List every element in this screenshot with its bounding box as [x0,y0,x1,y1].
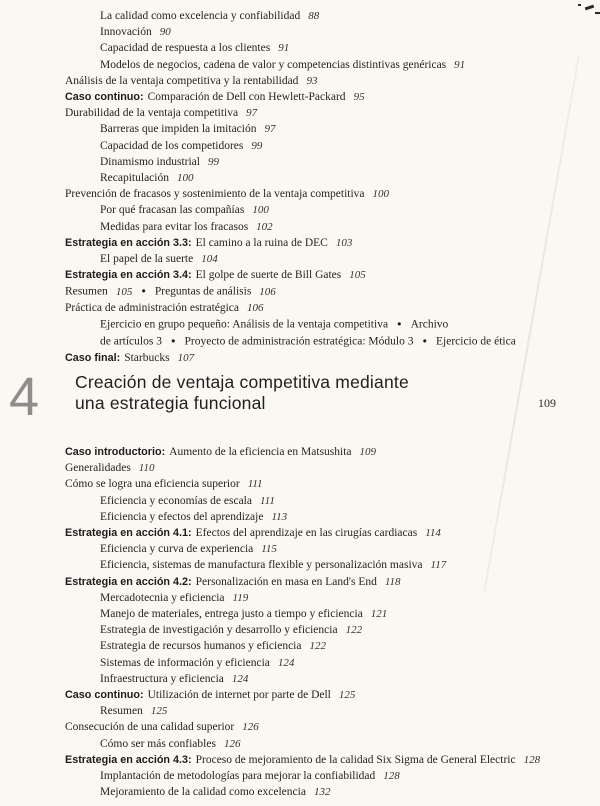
entry-bold-label: Estrategia en acción 4.3: [65,753,192,766]
entry-text: Análisis de la ventaja competitiva y la rentabilidad [65,74,299,87]
toc-entry [0,40,600,56]
entry-text: Medidas para evitar los fracasos [100,220,249,233]
entry-bold-label: Estrategia en acción 3.3: [65,236,192,249]
entry-page-number: 128 [383,770,400,783]
entry-page-number: 99 [251,139,263,152]
entry-bold-label: Estrategia en acción 3.4: [65,269,192,282]
chapter-title-line2: una estrategia funcional [75,393,266,413]
entry-text: de artículos 3 [100,335,162,348]
entry-page-number: 105 [115,285,133,298]
entry-page-number: 110 [138,462,155,475]
entry-page-number: 124 [231,672,249,685]
toc-entry [0,267,600,283]
bullet-separator-icon: ● [422,336,427,346]
toc-entry [0,655,600,671]
entry-page-number: 122 [309,640,326,653]
entry-text: Preguntas de análisis [154,285,252,298]
entry-text: Práctica de administración estratégica [65,302,240,315]
entry-text: Proceso de mejoramiento de la calidad Six Sigma de General Electric [195,753,516,766]
toc-entry [0,8,600,24]
toc-entry [0,283,600,300]
entry-page-number: 122 [345,624,363,637]
entry-text: La calidad como excelencia y confiabilidad [100,10,301,22]
entry-page-number: 115 [261,543,277,556]
toc-entry [0,24,600,40]
entry-text: Efectos del aprendizaje en las cirugías cardiacas [195,527,418,540]
toc-entry [0,719,600,735]
entry-page-number: 111 [247,478,263,491]
entry-text: Por qué fracasan las compañías [100,204,245,217]
toc-entry [0,219,600,235]
entry-page-number: 119 [232,591,249,604]
toc-entry [0,202,600,218]
entry-text: Proyecto de administración estratégica: Módulo 3 [184,335,414,348]
entry-text: Eficiencia y economías de escala [100,494,252,507]
toc-entry [0,736,600,752]
entry-page-number: 109 [359,446,377,458]
entry-text: Eficiencia, sistemas de manufactura flexible y personalización masiva [100,559,423,572]
entry-text: Recapitulación [100,172,169,185]
toc-entry [0,460,600,476]
entry-page-number: 107 [177,351,195,364]
toc-entry [0,557,600,573]
entry-bold-label: Caso continuo: [65,689,144,702]
toc-entry [0,541,600,557]
entry-page-number: 104 [201,253,218,266]
entry-page-number: 121 [370,608,388,621]
entry-text: Manejo de materiales, entrega justo a tiempo y eficiencia [100,608,363,621]
toc-entry [0,333,600,350]
toc-entry [0,154,600,170]
bullet-separator-icon: ● [397,319,402,329]
entry-text: Estrategia de recursos humanos y eficiencia [100,640,302,653]
toc-entry [0,525,600,541]
entry-page-number: 106 [247,302,264,315]
toc-entry [0,121,600,137]
entry-text: Innovación [100,26,152,39]
bullet-separator-icon: ● [141,286,146,296]
entry-page-number: 118 [384,575,401,588]
entry-text: Capacidad de los competidores [100,139,244,152]
toc-entry [0,316,600,333]
entry-text: Ejercicio en grupo pequeño: Análisis de la ventaja competitiva [100,318,389,331]
toc-entry [0,476,600,492]
entry-page-number: 113 [271,510,288,523]
entry-text: Cómo se logra una eficiencia superior [65,478,240,491]
entry-page-number: 100 [252,204,269,217]
entry-page-number: 97 [246,107,258,120]
entry-text: Durabilidad de la ventaja competitiva [65,107,239,120]
chapter-page-number: 109 [538,396,556,410]
toc-entry [0,235,600,251]
entry-page-number: 132 [313,786,331,799]
toc-entry [0,752,600,768]
entry-page-number: 99 [207,155,219,168]
entry-text: Resumen [65,285,108,298]
toc-entry [0,251,600,267]
entry-page-number: 128 [523,753,541,766]
toc-entry [0,638,600,654]
entry-text: Capacidad de respuesta a los clientes [100,42,271,55]
entry-text: Aumento de la eficiencia en Matsushita [169,446,352,458]
chapter-title-line1: Creación de ventaja competitiva mediante [75,372,409,392]
chapter-title [75,372,409,414]
entry-page-number: 111 [259,494,275,507]
entry-page-number: 91 [454,58,466,71]
entry-page-number: 105 [349,269,366,282]
entry-page-number: 88 [308,10,320,22]
toc-entry [0,784,600,800]
entry-text: Barreras que impiden la imitación [100,123,257,136]
toc-entry [0,170,600,186]
toc-entry [0,186,600,202]
toc-entry [0,493,600,509]
entry-page-number: 125 [338,689,356,702]
entry-text: Dinamismo industrial [100,155,200,168]
entry-page-number: 103 [335,236,353,249]
entry-page-number: 93 [306,74,318,87]
toc-entry [0,300,600,316]
entry-page-number: 126 [223,737,241,750]
entry-text: Utilización de internet por parte de Dell [147,689,331,702]
toc-entry [0,622,600,638]
entry-page-number: 125 [150,705,168,718]
bullet-separator-icon: ● [170,336,176,346]
entry-text: Resumen [100,705,143,718]
entry-text: Prevención de fracasos y sostenimiento de la ventaja competitiva [65,188,365,201]
toc-entry [0,590,600,606]
toc-entry [0,606,600,622]
toc-section-previous-chapter [0,8,600,366]
entry-page-number: 106 [259,285,276,298]
entry-text: Starbucks [124,351,170,364]
entry-page-number: 114 [425,527,441,540]
entry-bold-label: Estrategia en acción 4.1: [65,527,192,540]
entry-text: Archivo [410,318,449,331]
entry-page-number: 95 [353,91,365,104]
entry-page-number: 97 [264,123,276,136]
toc-entry [0,509,600,525]
entry-bold-label: Caso continuo: [65,91,144,104]
entry-text: Estrategia de investigación y desarrollo y eficiencia [100,624,338,637]
toc-entry [0,89,600,105]
entry-bold-label: Caso introductorio: [65,446,166,458]
toc-entry [0,105,600,121]
toc-entry [0,138,600,154]
entry-text: Ejercicio de ética [436,335,516,348]
entry-text: Mercadotecnia y eficiencia [100,591,225,604]
entry-text: El papel de la suerte [100,253,194,266]
entry-text: Cómo ser más confiables [100,737,216,750]
toc-entry [0,687,600,703]
entry-text: Sistemas de información y eficiencia [100,656,270,669]
toc-entry [0,671,600,687]
entry-text: Eficiencia y curva de experiencia [100,543,254,556]
entry-page-number: 90 [159,26,171,39]
entry-text: Infraestructura y eficiencia [100,672,224,685]
entry-bold-label: Estrategia en acción 4.2: [65,575,192,588]
entry-text: El golpe de suerte de Bill Gates [195,269,342,282]
toc-section-chapter-4 [0,444,600,800]
entry-text: Implantación de metodologías para mejorar la confiabilidad [100,770,376,783]
entry-text: Generalidades [65,462,131,475]
entry-text: Comparación de Dell con Hewlett-Packard [147,91,346,104]
toc-entry [0,703,600,719]
toc-entry [0,574,600,590]
toc-entry [0,350,600,366]
entry-page-number: 124 [277,656,295,669]
entry-text: Eficiencia y efectos del aprendizaje [100,510,264,523]
entry-text: Modelos de negocios, cadena de valor y competencias distintivas genéricas [100,58,447,71]
entry-text: Consecución de una calidad superior [65,721,235,734]
entry-text: El camino a la ruina de DEC [195,236,328,249]
entry-page-number: 102 [256,220,273,233]
toc-entry [0,57,600,73]
entry-text: Mejoramiento de la calidad como excelencia [100,786,306,799]
chapter-number: 4 [9,367,40,427]
entry-text: Personalización en masa en Land's End [195,575,377,588]
chapter-heading [0,368,600,432]
scan-speck-artifact [595,12,600,14]
scan-speck-artifact [578,4,581,6]
entry-page-number: 100 [176,172,194,185]
toc-entry [0,73,600,89]
toc-entry [0,768,600,784]
entry-page-number: 117 [430,559,447,572]
entry-page-number: 126 [242,721,259,734]
entry-page-number: 91 [278,42,290,55]
entry-bold-label: Caso final: [65,351,121,364]
entry-page-number: 100 [372,188,390,201]
